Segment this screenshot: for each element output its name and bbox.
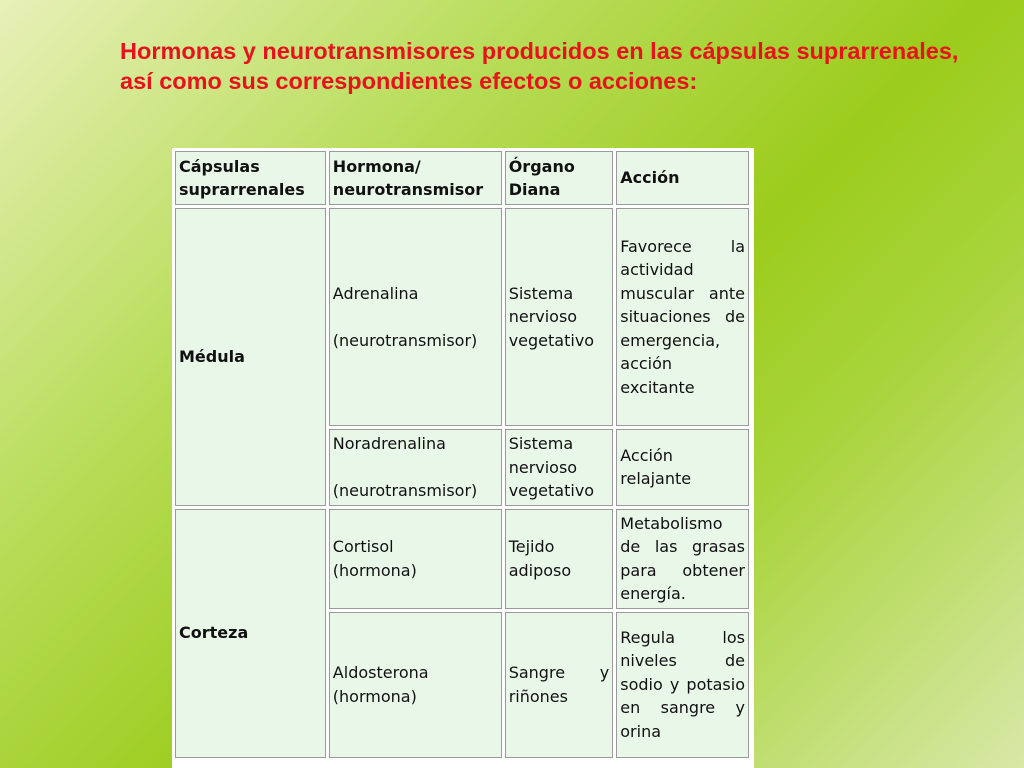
hormone-name: Adrenalina	[332, 283, 419, 303]
organ-cell: Sistema nervioso vegetativo	[505, 429, 614, 506]
action-cell: Regula los niveles de sodio y potasio en sangre y orina	[616, 612, 749, 758]
hormone-cell	[329, 208, 502, 426]
hormone-type: (neurotransmisor)	[332, 330, 478, 350]
group-corteza: Corteza	[175, 509, 326, 758]
table-row	[175, 509, 749, 609]
hormones-table	[172, 148, 752, 761]
group-medula: Médula	[175, 208, 326, 506]
table-header-row	[175, 151, 749, 205]
hormone-cell	[329, 612, 502, 758]
slide-title: Hormonas y neurotransmisores producidos en las cápsulas suprarrenales, así como sus correspondientes efectos o acciones:	[120, 38, 959, 94]
header-capsulas: Cápsulas suprarrenales	[175, 151, 326, 205]
hormones-table-container	[172, 148, 754, 768]
organ-cell: Tejido adiposo	[505, 509, 614, 609]
organ-cell: Sangre y riñones	[505, 612, 614, 758]
action-cell: Metabolismo de las grasas para obtener energía.	[616, 509, 749, 609]
header-organo: Órgano Diana	[505, 151, 614, 205]
hormone-cell	[329, 429, 502, 506]
hormone-name: Cortisol	[332, 537, 394, 556]
action-cell: Acción relajante	[616, 429, 749, 506]
hormone-name: Noradrenalina	[332, 434, 446, 453]
organ-cell: Sistema nervioso vegetativo	[505, 208, 614, 426]
hormone-name: Aldosterona	[332, 663, 429, 682]
action-cell: Favorece la actividad muscular ante situaciones de emergencia, acción excitante	[616, 208, 749, 426]
header-hormona: Hormona/ neurotransmisor	[329, 151, 502, 205]
hormone-type: (neurotransmisor)	[332, 481, 478, 500]
hormone-type: (hormona)	[332, 560, 417, 580]
table-row	[175, 208, 749, 426]
hormone-type: (hormona)	[332, 686, 417, 706]
header-accion: Acción	[616, 151, 749, 205]
hormone-cell	[329, 509, 502, 609]
